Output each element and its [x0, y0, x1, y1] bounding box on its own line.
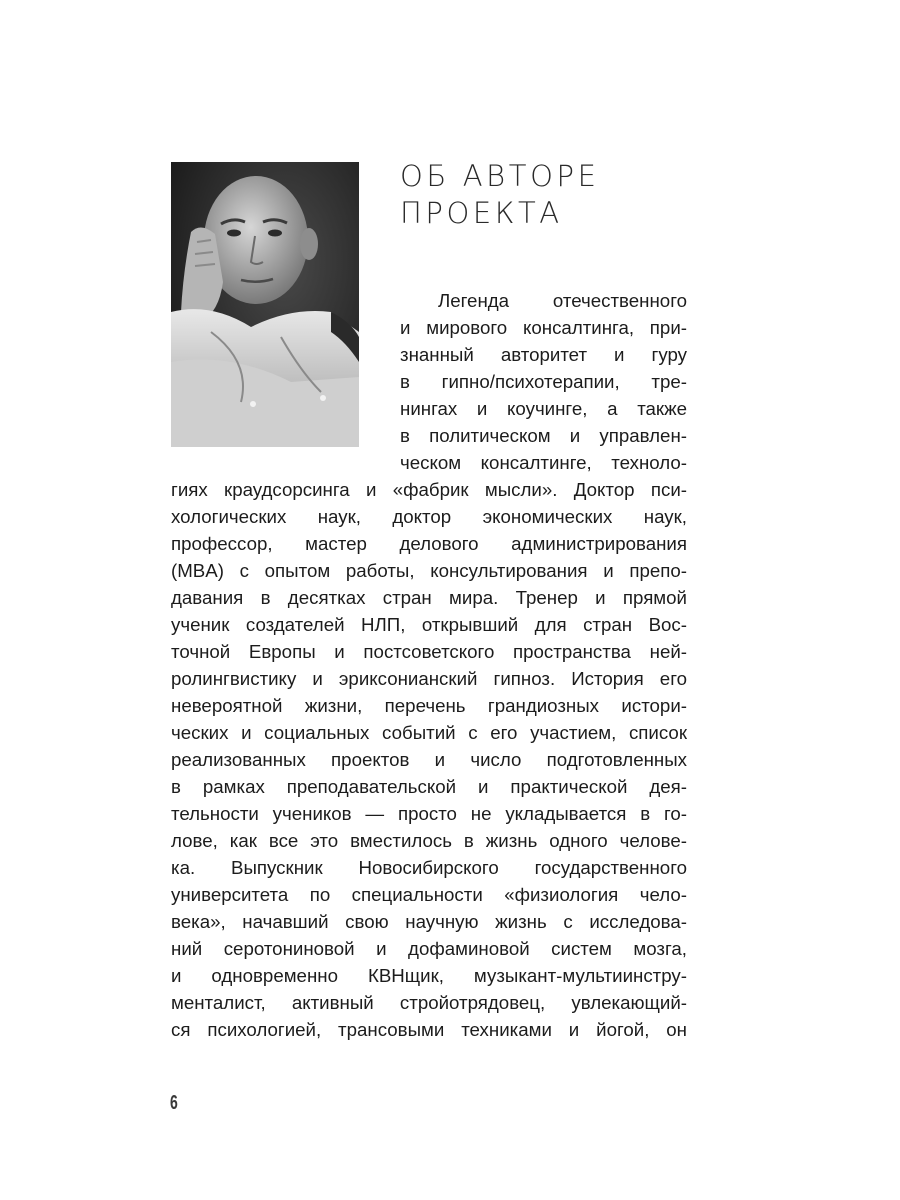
text-line: нингах и коучинге, а также — [400, 398, 687, 419]
text-line: ний серотониновой и дофаминовой систем мозга, — [171, 938, 687, 959]
text-line: Легенда отечественного — [438, 290, 687, 311]
text-line: ческих и социальных событий с его участием, список — [171, 722, 687, 743]
text-line: в рамках преподавательской и практической дея- — [171, 776, 687, 797]
text-line: университета по специальности «физиология чело- — [171, 884, 687, 905]
text-line: лове, как все это вместилось в жизнь одного челове- — [171, 830, 687, 851]
text-line: ческом консалтинге, техноло- — [400, 452, 687, 473]
text-line: ка. Выпускник Новосибирского государственного — [171, 857, 687, 878]
heading-line-2: ПРОЕКТА — [400, 196, 563, 230]
text-line: знанный авторитет и гуру — [400, 344, 687, 365]
text-line: менталист, активный стройотрядовец, увлекающий- — [171, 992, 687, 1013]
author-portrait-icon — [171, 162, 359, 447]
text-line: в политическом и управлен- — [400, 425, 687, 446]
section-heading — [400, 158, 700, 232]
author-photo — [171, 162, 359, 447]
text-line: тельности учеников — просто не укладывается в го- — [171, 803, 687, 824]
text-line: века», начавший свою научную жизнь с исследова- — [171, 911, 687, 932]
text-line: в гипно/психотерапии, тре- — [400, 371, 687, 392]
text-line: ученик создателей НЛП, открывший для стран Вос- — [171, 614, 687, 635]
text-line: профессор, мастер делового администрирования — [171, 533, 687, 554]
text-line: реализованных проектов и число подготовленных — [171, 749, 687, 770]
text-line: ся психологией, трансовыми техниками и йогой, он — [171, 1019, 687, 1040]
text-line: невероятной жизни, перечень грандиозных истори- — [171, 695, 687, 716]
text-line: гиях краудсорсинга и «фабрик мысли». Доктор пси- — [171, 479, 687, 500]
text-line: ролингвистику и эриксонианский гипноз. История его — [171, 668, 687, 689]
page-number: 6 — [170, 1092, 178, 1114]
text-line: и мирового консалтинга, при- — [400, 317, 687, 338]
text-line: давания в десятках стран мира. Тренер и прямой — [171, 587, 687, 608]
text-line: и одновременно КВНщик, музыкант-мультиинстру- — [171, 965, 687, 986]
heading-line-1: ОБ АВТОРЕ — [400, 159, 600, 193]
text-line: (MBA) с опытом работы, консультирования и препо- — [171, 560, 687, 581]
text-line: хологических наук, доктор экономических наук, — [171, 506, 687, 527]
text-line: точной Европы и постсоветского пространства ней- — [171, 641, 687, 662]
